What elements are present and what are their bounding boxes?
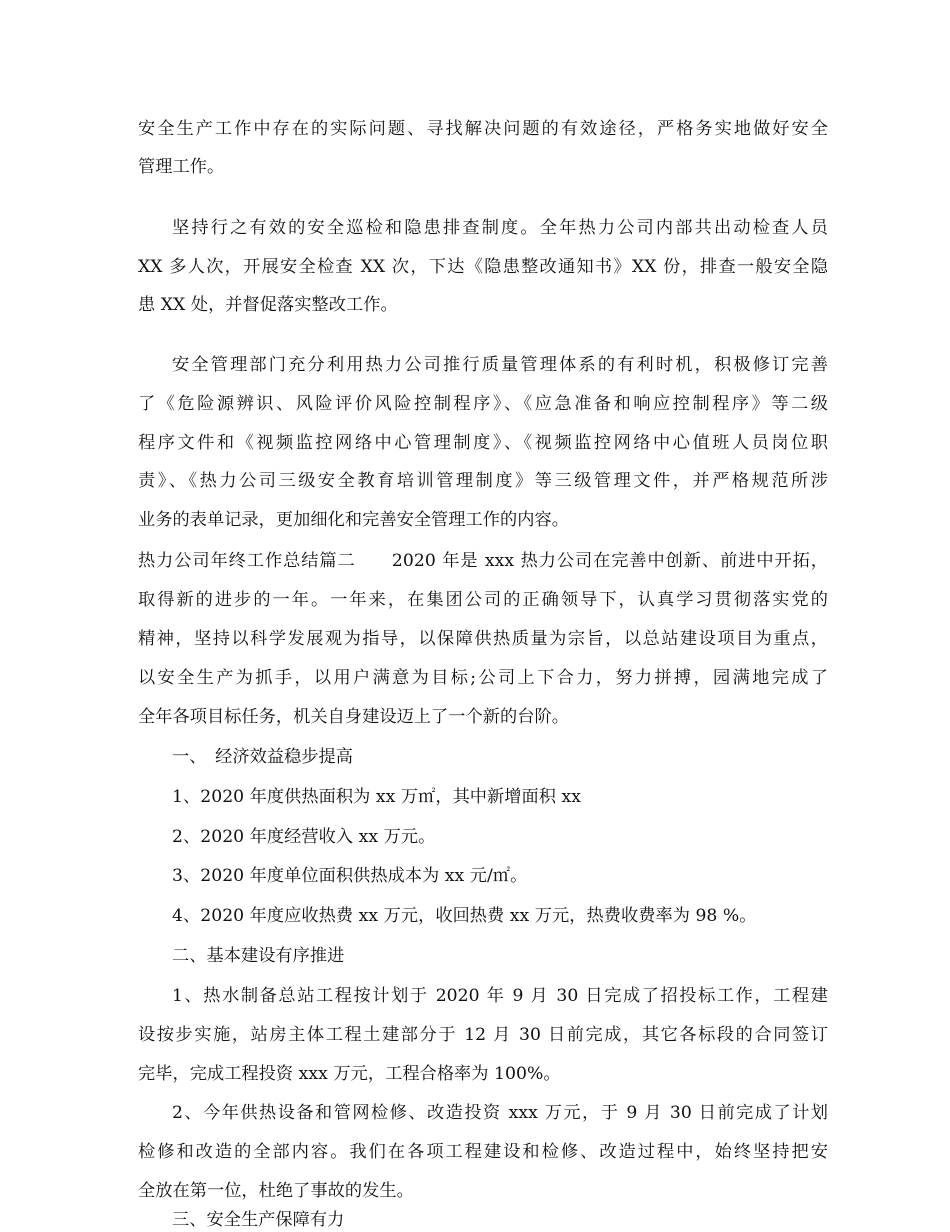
list-item: 4、2020 年度应收热费 xx 万元，收回热费 xx 万元，热费收费率为 98 %。 bbox=[172, 906, 757, 926]
text-line: 业务的表单记录，更加细化和完善安全管理工作的内容。 bbox=[138, 510, 569, 530]
text-line: 精神，坚持以科学发展观为指导，以保障供热质量为宗旨，以总站建设项目为重点， bbox=[138, 629, 828, 649]
text-line: XX 多人次，开展安全检查 XX 次，下达《隐患整改通知书》XX 份，排查一般安全隐 bbox=[138, 257, 828, 277]
list-item: 1、2020 年度供热面积为 xx 万㎡，其中新增面积 xx bbox=[172, 787, 581, 807]
section-heading: 二、基本建设有序推进 bbox=[172, 946, 345, 966]
text-line: 全年各项目标任务，机关自身建设迈上了一个新的台阶。 bbox=[138, 707, 569, 727]
list-item: 3、2020 年度单位面积供热成本为 xx 元/㎡。 bbox=[172, 866, 528, 886]
text-line: 完毕，完成工程投资 xxx 万元，工程合格率为 100%。 bbox=[138, 1064, 561, 1084]
text-line: 取得新的进步的一年。一年来，在集团公司的正确领导下，认真学习贯彻落实党的 bbox=[138, 590, 828, 610]
text-line: 责》、《热力公司三级安全教育培训管理制度》等三级管理文件，并严格规范所涉 bbox=[138, 471, 828, 491]
text-line: 程序文件和《视频监控网络中心管理制度》、《视频监控网络中心值班人员岗位职 bbox=[138, 433, 828, 453]
text-line: 管理工作。 bbox=[138, 157, 225, 177]
paragraph-first-line: 安全管理部门充分利用热力公司推行质量管理体系的有利时机，积极修订完善 bbox=[172, 355, 828, 375]
text-line: 患 XX 处，并督促落实整改工作。 bbox=[138, 295, 398, 315]
paragraph-first-line: 1、热水制备总站工程按计划于 2020 年 9 月 30 日完成了招投标工作，工程建 bbox=[172, 986, 828, 1006]
text-line: 检修和改造的全部内容。我们在各项工程建设和检修、改造过程中，始终坚持把安 bbox=[138, 1142, 828, 1162]
text-line: 全放在第一位，杜绝了事故的发生。 bbox=[138, 1181, 414, 1201]
section-heading: 三、安全生产保障有力 bbox=[172, 1210, 345, 1230]
text-line: 设按步实施，站房主体工程土建部分于 12 月 30 日前完成，其它各标段的合同签订 bbox=[138, 1025, 828, 1045]
text-line: 以安全生产为抓手，以用户满意为目标;公司上下合力，努力拼搏，园满地完成了 bbox=[138, 668, 828, 688]
paragraph-first-line: 2、今年供热设备和管网检修、改造投资 xxx 万元，于 9 月 30 日前完成了计划 bbox=[172, 1103, 828, 1123]
section-heading-line: 热力公司年终工作总结篇二 2020 年是 xxx 热力公司在完善中创新、前进中开拓， bbox=[138, 551, 828, 571]
paragraph-first-line: 坚持行之有效的安全巡检和隐患排查制度。全年热力公司内部共出动检查人员 bbox=[172, 218, 828, 238]
section-heading: 一、 经济效益稳步提高 bbox=[172, 747, 354, 767]
text-line: 安全生产工作中存在的实际问题、寻找解决问题的有效途径，严格务实地做好安全 bbox=[138, 119, 828, 139]
text-line: 了《危险源辨识、风险评价风险控制程序》、《应急准备和响应控制程序》等二级 bbox=[138, 394, 828, 414]
list-item: 2、2020 年度经营收入 xx 万元。 bbox=[172, 827, 436, 847]
